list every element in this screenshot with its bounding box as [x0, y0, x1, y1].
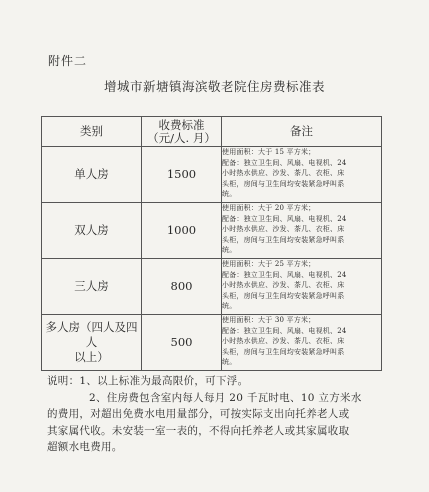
table-row: [42, 259, 382, 315]
explanation-line: 2、住房费包含室内每人每月 20 千瓦时电、10 立方米水: [89, 391, 362, 404]
note-line: 头柜，房间与卫生间均安装紧急呼叫系: [222, 179, 345, 188]
explanation-line: 其家属代收。未安装一室一表的，不得向托养老人或其家属收取: [47, 424, 350, 437]
room-note: [222, 259, 382, 315]
room-note: [222, 147, 382, 203]
explanation: [47, 373, 387, 456]
note-line: 头柜，房间与卫生间均安装紧急呼叫系: [222, 347, 345, 356]
note-line: 配备：独立卫生间、风扇、电视机、24: [222, 270, 347, 279]
explanation-line: 说明：1、以上标准为最高限价，可下浮。: [47, 375, 249, 387]
note-line: 头柜，房间与卫生间均安装紧急呼叫系: [222, 235, 345, 244]
note-line: 配备：独立卫生间、风扇、电视机、24: [222, 158, 347, 167]
room-price: 800: [142, 259, 222, 315]
room-note: [222, 315, 382, 371]
room-type: 三人房: [42, 259, 142, 315]
room-price: 500: [142, 315, 222, 371]
header-price-line1: 收费标准: [158, 117, 205, 132]
note-line: 小时热水供应、沙发、茶几、衣柜、床: [222, 225, 345, 233]
header-type: 类别: [42, 117, 142, 147]
header-price-line2: （元/人. 月）: [147, 130, 216, 145]
table-header-row: [42, 117, 382, 147]
note-line: 头柜，房间与卫生间均安装紧急呼叫系: [222, 291, 345, 300]
note-line: 统。: [222, 358, 237, 366]
table-row: [42, 147, 382, 203]
room-type: 单人房: [42, 147, 142, 203]
note-line: 统。: [222, 302, 237, 310]
document-title: 增城市新塘镇海滨敬老院住房费标准表: [103, 79, 325, 94]
note-line: 配备：独立卫生间、风扇、电视机、24: [222, 326, 347, 335]
note-line: 使用面积：大于 15 平方米；: [222, 148, 316, 156]
note-line: 小时热水供应、沙发、茶几、衣柜、床: [222, 337, 345, 345]
room-type-line2: 以上）: [74, 350, 109, 364]
note-line: 使用面积：大于 30 平方米；: [222, 316, 316, 324]
note-line: 配备：独立卫生间、风扇、电视机、24: [222, 214, 347, 223]
note-line: 使用面积：大于 25 平方米；: [222, 260, 316, 268]
note-line: 使用面积：大于 20 平方米；: [222, 204, 316, 212]
room-type: 双人房: [42, 203, 142, 259]
header-price: [142, 117, 222, 147]
table-row: [42, 315, 382, 371]
header-note: 备注: [222, 117, 382, 147]
note-line: 小时热水供应、沙发、茶几、衣柜、床: [222, 281, 345, 289]
room-price: 1000: [142, 203, 222, 259]
attachment-label: 附件二: [48, 54, 88, 68]
table-row: [42, 203, 382, 259]
note-line: 统。: [222, 190, 237, 198]
note-line: 统。: [222, 246, 237, 254]
explanation-line: 的费用，对超出免费水电用量部分，可按实际支出向托养老人或: [47, 408, 350, 420]
room-note: [222, 203, 382, 259]
fee-table: [41, 116, 382, 371]
room-type-line1: 多人房（四人及四人: [45, 320, 138, 349]
room-price: 1500: [142, 147, 222, 203]
explanation-line: 超额水电费用。: [47, 441, 123, 453]
room-type: [42, 315, 142, 371]
note-line: 小时热水供应、沙发、茶几、衣柜、床: [222, 169, 345, 177]
